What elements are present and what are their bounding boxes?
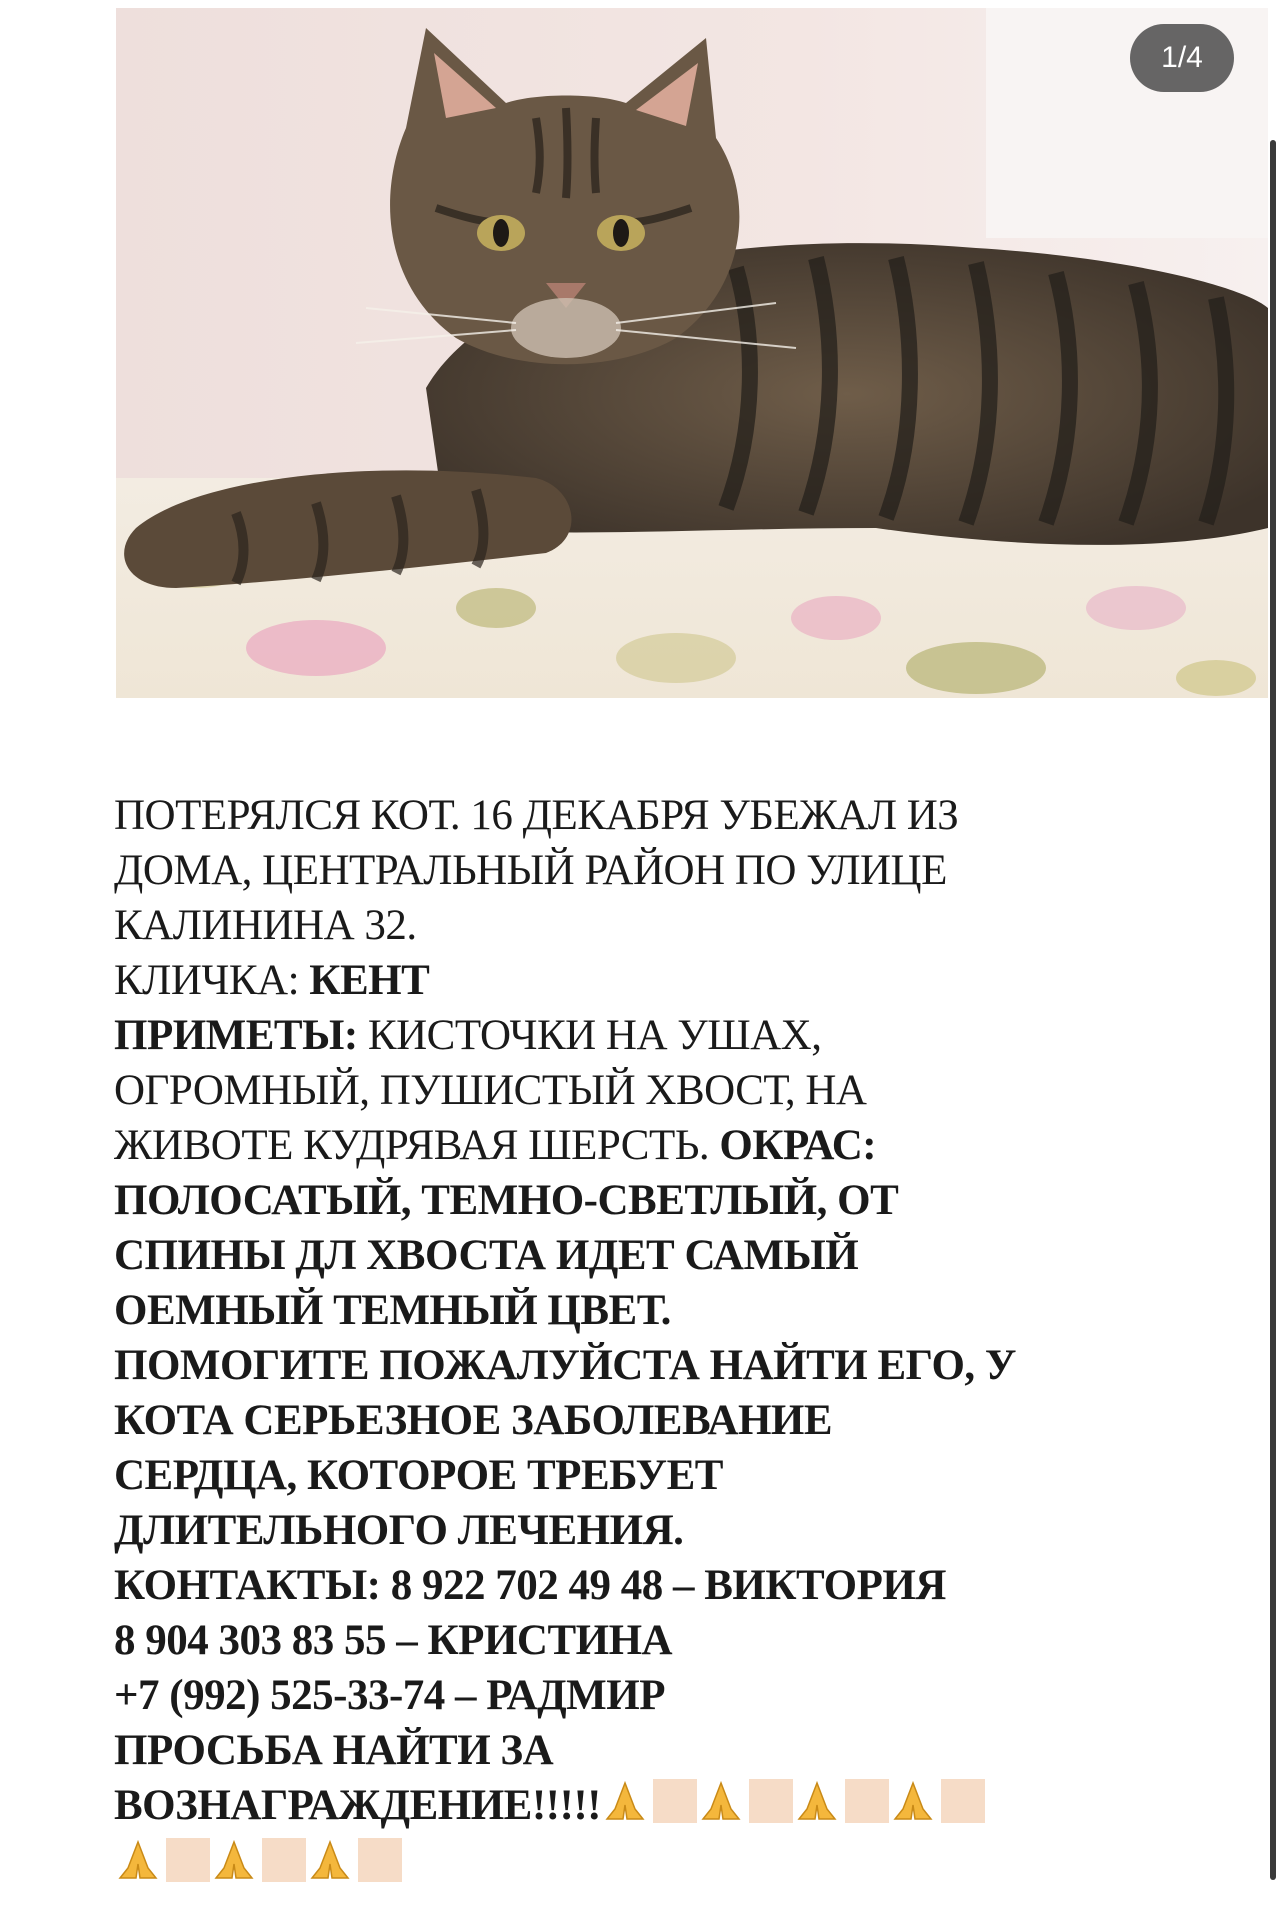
color-text-bold: ОЕМНЫЙ ТЕМНЫЙ ЦВЕТ. — [114, 1287, 671, 1334]
post-photo[interactable] — [116, 8, 1268, 698]
color-text-bold: ПОЛОСАТЫЙ, ТЕМНО-СВЕТЛЫЙ, ОТ — [114, 1177, 899, 1224]
contact-line — [114, 1613, 1114, 1668]
pet-name-label: КЛИЧКА: — [114, 957, 310, 1004]
pet-name-line — [114, 953, 1114, 1008]
post-caption — [114, 788, 1114, 1896]
help-text-bold: ДЛИТЕЛЬНОГО ЛЕЧЕНИЯ. — [114, 1507, 684, 1554]
contact-text: КОНТАКТЫ: 8 922 702 49 48 – ВИКТОРИЯ — [114, 1562, 946, 1609]
color-text — [114, 1283, 1114, 1338]
contact-line — [114, 1668, 1114, 1723]
folded-hands-icon — [891, 1779, 935, 1837]
help-text — [114, 1338, 1114, 1393]
help-text-bold: КОТА СЕРЬЕЗНОЕ ЗАБОЛЕВАНИЕ — [114, 1397, 833, 1444]
skin-tone-swatch — [845, 1779, 889, 1823]
caption-line: ПОТЕРЯЛСЯ КОТ. 16 ДЕКАБРЯ УБЕЖАЛ ИЗ — [114, 792, 959, 839]
bottom-edge — [0, 1918, 1284, 1925]
skin-tone-swatch — [653, 1779, 697, 1823]
help-text — [114, 1448, 1114, 1503]
folded-hands-icon — [212, 1838, 256, 1896]
skin-tone-swatch — [166, 1838, 210, 1882]
help-text — [114, 1503, 1114, 1558]
reward-line — [114, 1723, 1114, 1778]
signs-text: ЖИВОТЕ КУДРЯВАЯ ШЕРСТЬ. — [114, 1122, 720, 1169]
skin-tone-swatch — [358, 1838, 402, 1882]
pet-name-value: КЕНТ — [309, 957, 430, 1004]
help-text-bold: СЕРДЦА, КОТОРОЕ ТРЕБУЕТ — [114, 1452, 723, 1499]
skin-tone-swatch — [941, 1779, 985, 1823]
folded-hands-icon — [795, 1779, 839, 1837]
contact-text: 8 904 303 83 55 – КРИСТИНА — [114, 1617, 673, 1664]
help-text-bold: ПОМОГИТЕ ПОЖАЛУЙСТА НАЙТИ ЕГО, У — [114, 1342, 1016, 1389]
reward-line — [114, 1778, 1114, 1837]
caption-line: ОГРОМНЫЙ, ПУШИСТЫЙ ХВОСТ, НА — [114, 1067, 867, 1114]
help-text — [114, 1393, 1114, 1448]
cat-photo-image — [116, 8, 1268, 698]
folded-hands-icon — [116, 1838, 160, 1896]
scrollbar-thumb[interactable] — [1270, 140, 1276, 1880]
color-text — [114, 1228, 1114, 1283]
reward-text: ВОЗНАГРАЖДЕНИЕ!!!!! — [114, 1782, 601, 1829]
color-text-bold: СПИНЫ ДЛ ХВОСТА ИДЕТ САМЫЙ — [114, 1232, 859, 1279]
reward-text: ПРОСЬБА НАЙТИ ЗА — [114, 1727, 554, 1774]
color-line — [114, 1118, 1114, 1173]
emoji-line — [114, 1837, 1114, 1896]
skin-tone-swatch — [262, 1838, 306, 1882]
skin-tone-swatch — [749, 1779, 793, 1823]
photo-counter-badge: 1/4 — [1130, 24, 1234, 92]
contact-text: +7 (992) 525-33-74 – РАДМИР — [114, 1672, 665, 1719]
caption-line: КАЛИНИНА 32. — [114, 902, 417, 949]
caption-line: ДОМА, ЦЕНТРАЛЬНЫЙ РАЙОН ПО УЛИЦЕ — [114, 847, 947, 894]
color-text — [114, 1173, 1114, 1228]
folded-hands-icon — [308, 1838, 352, 1896]
color-label: ОКРАС: — [719, 1122, 877, 1169]
folded-hands-icon — [699, 1779, 743, 1837]
signs-label: ПРИМЕТЫ: — [114, 1012, 358, 1059]
signs-text: КИСТОЧКИ НА УШАХ, — [357, 1012, 822, 1059]
folded-hands-icon — [603, 1779, 647, 1837]
contact-line — [114, 1558, 1114, 1613]
signs-line — [114, 1008, 1114, 1063]
